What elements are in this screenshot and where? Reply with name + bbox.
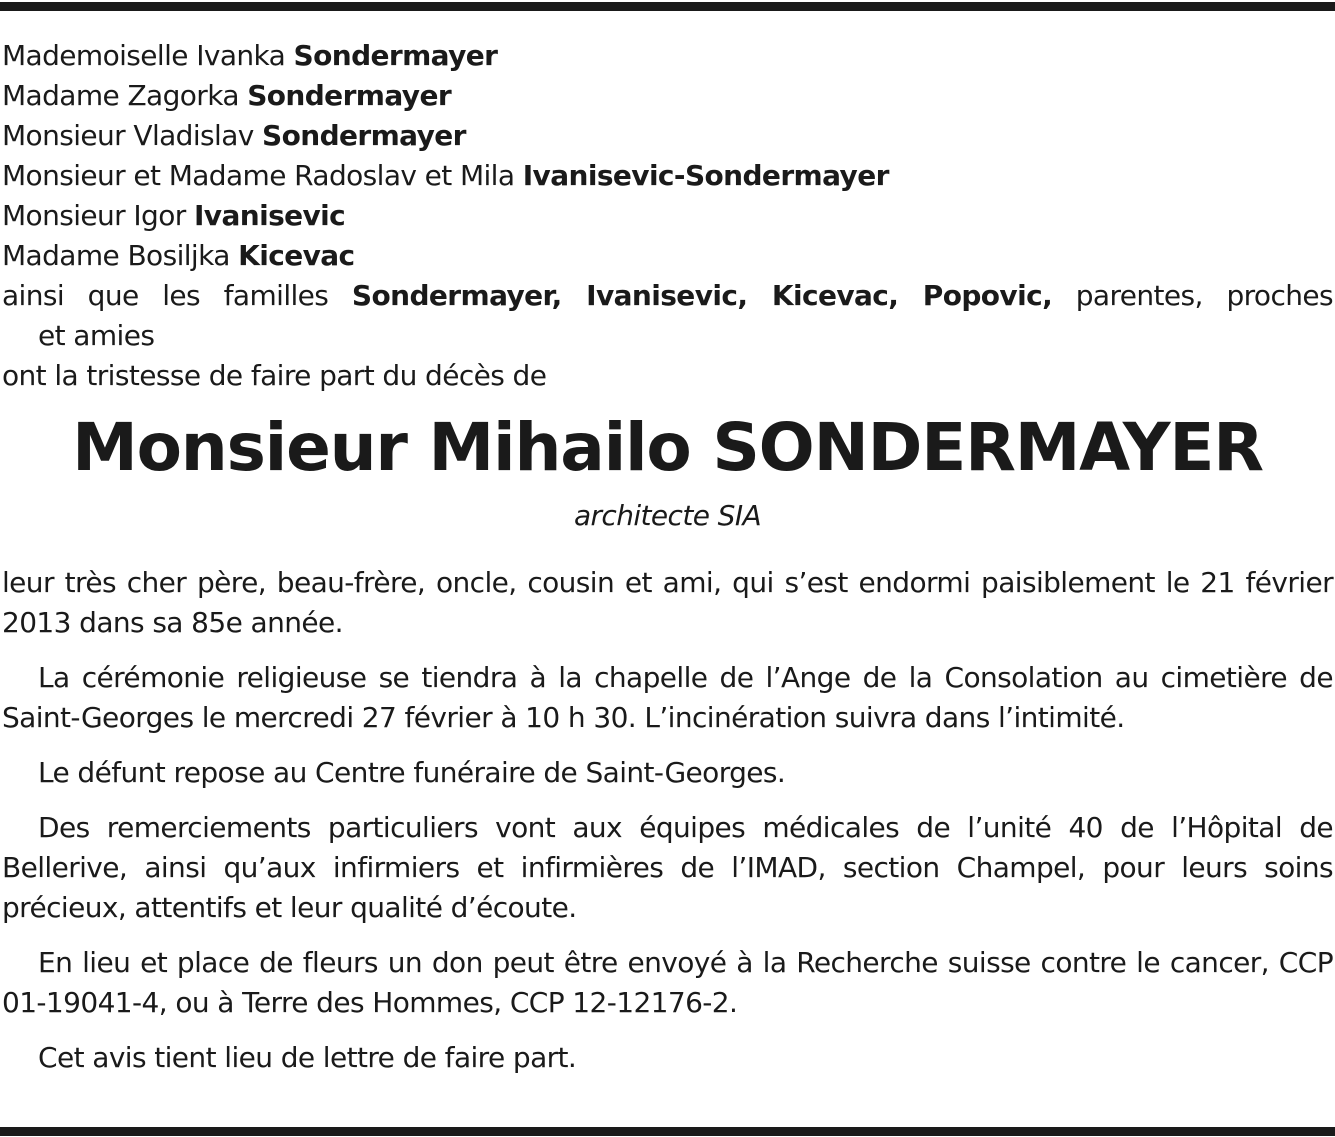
mourner-line [2,236,1333,276]
deceased-name: Monsieur Mihailo SONDERMAYER [72,409,1263,486]
mourner-line [2,116,1333,156]
mourner-first-name: Monsieur Igor [2,199,194,232]
families-suffix: parentes, proches [1052,279,1333,312]
mourner-surname: Sondermayer [247,79,452,112]
deceased-profession: architecte SIA [573,499,762,532]
mourner-line [2,196,1333,236]
mourner-first-name: Monsieur et Madame Radoslav et Mila [2,159,523,192]
families-prefix: ainsi que les familles [2,279,352,312]
obituary-notice [2,36,1333,1078]
paragraph-ceremony: La cérémonie religieuse se tiendra à la chapelle de l’Ange de la Consolation au cimetière de Saint-Georges le mercredi 27 février à 10 h 30. L’incinération suivra dans l’intimité. [2,661,1333,734]
mourner-surname: Sondermayer [262,119,466,152]
paragraph-thanks: Des remerciements particuliers vont aux équipes médicales de l’unité 40 de l’Hôpital de Bellerive, ainsi qu’aux infirmiers et infirmières de l’IMAD, section Champel, pour leurs soins précieux, attentifs et leur qualité d’écoute. [2,811,1333,924]
families-names: Sondermayer, Ivanisevic, Kicevac, Popovic, [351,279,1053,312]
families-continuation: et amies [38,319,155,352]
mourner-first-name: Monsieur Vladislav [2,119,263,152]
paragraph-tribute: leur très cher père, beau-frère, oncle, cousin et ami, qui s’est endormi paisiblement le 21 février 2013 dans sa 85e année. [2,566,1333,639]
mourner-surname: Ivanisevic [193,199,346,232]
families-line [2,276,1333,316]
mourner-surname: Sondermayer [293,39,498,72]
mourner-line [2,76,1333,116]
paragraph-donation: En lieu et place de fleurs un don peut être envoyé à la Recherche suisse contre le cancer, CCP 01-19041-4, ou à Terre des Hommes, CCP 12-12176-2. [2,946,1333,1019]
bottom-border-rule [0,1127,1335,1136]
mourner-line [2,36,1333,76]
mourner-first-name: Madame Bosiljka [2,239,239,272]
mourner-surname: Ivanisevic-Sondermayer [522,159,889,192]
mourner-surname: Kicevac [238,239,355,272]
mourner-first-name: Madame Zagorka [2,79,248,112]
paragraph-closing: Cet avis tient lieu de lettre de faire part. [38,1041,577,1074]
announcement-line: ont la tristesse de faire part du décès de [2,359,547,392]
mourner-first-name: Mademoiselle Ivanka [2,39,294,72]
mourner-line [2,156,1333,196]
top-border-rule [0,2,1335,11]
paragraph-repose: Le défunt repose au Centre funéraire de Saint-Georges. [38,756,786,789]
